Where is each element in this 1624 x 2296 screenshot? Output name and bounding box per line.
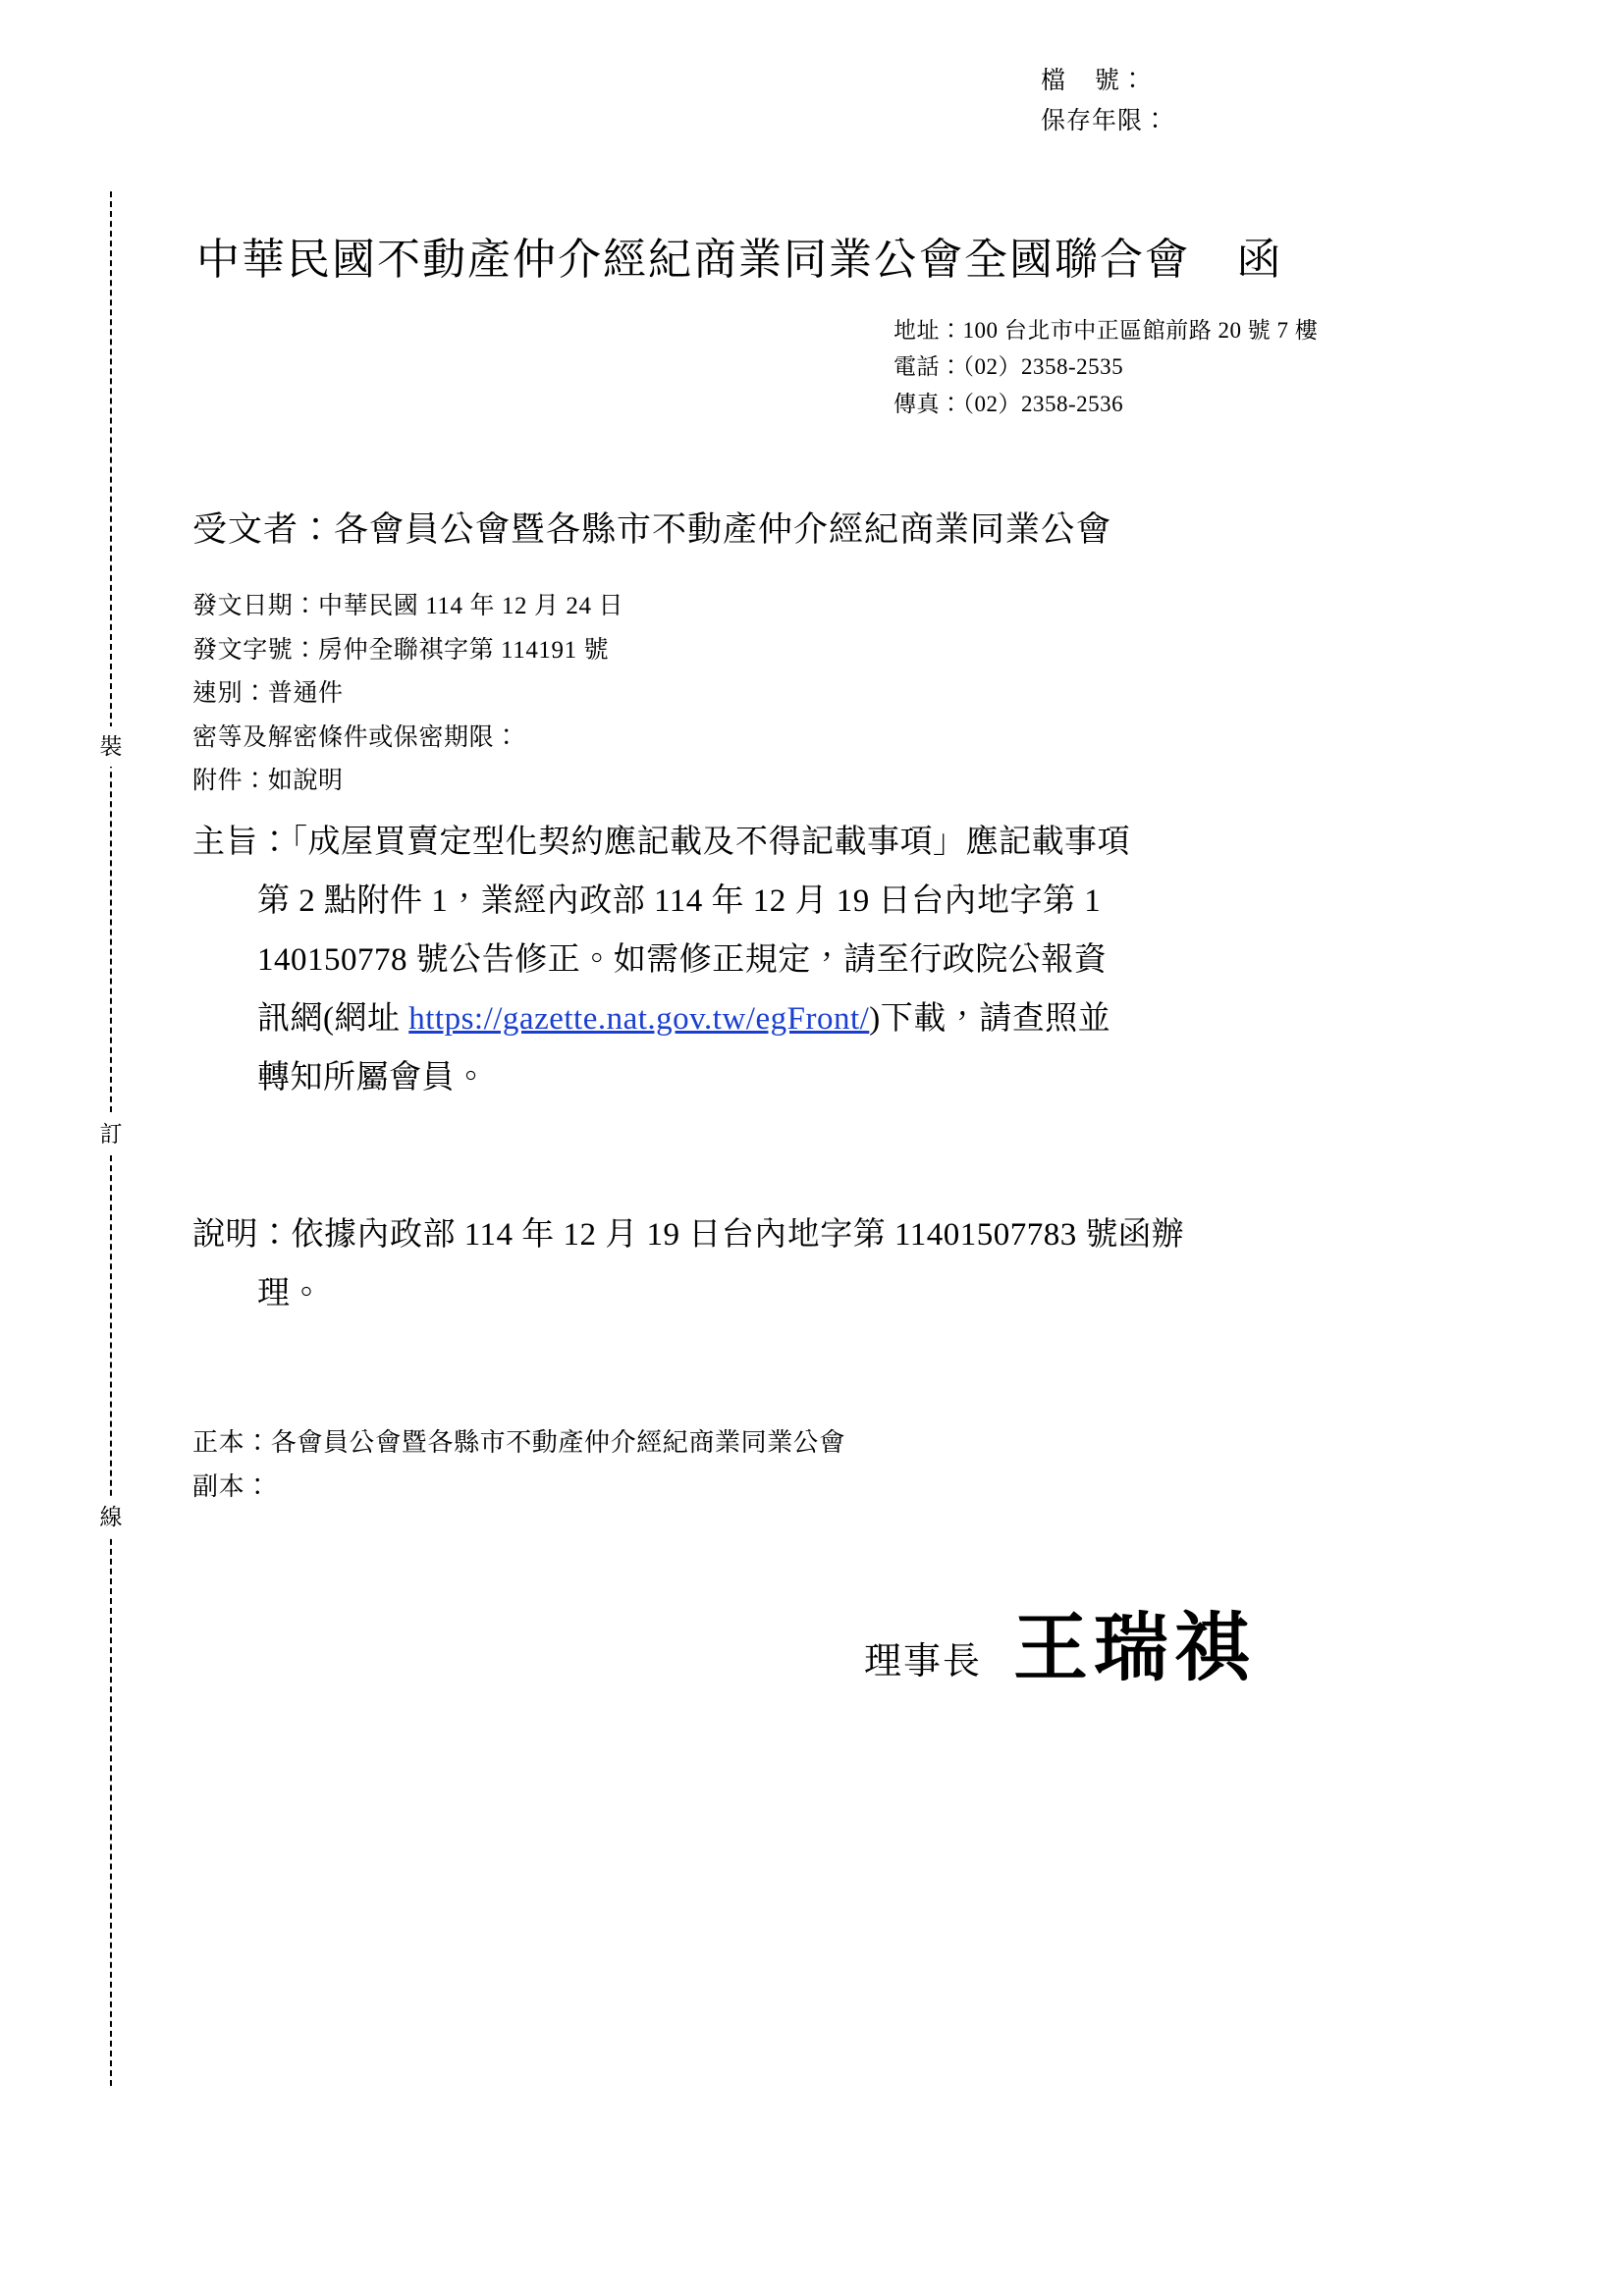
confidentiality: 密等及解密條件或保密期限：: [192, 723, 519, 751]
speed-category: 速別：普通件: [192, 680, 344, 707]
signature-block: [864, 1588, 1255, 1695]
contact-address: 地址：100 台北市中正區館前路 20 號 7 樓: [893, 318, 1319, 343]
subject-line-4-prefix: 訊網(網址: [257, 1001, 409, 1038]
organization-name: 中華民國不動產仲介經紀商業同業公會全國聯合會: [196, 236, 1190, 284]
subject-line-4-suffix: )下載，請查照並: [869, 1001, 1111, 1038]
subject-line-1: 主旨：「成屋買賣定型化契約應記載及不得記載事項」應記載事項: [192, 825, 1130, 860]
contact-phone: 電話：（02）2358-2535: [893, 354, 1124, 380]
archive-retention-period: 保存年限：: [1041, 108, 1169, 135]
signature-title: 理事長: [864, 1641, 983, 1682]
distribution-block: [192, 1421, 845, 1509]
page-title: [196, 224, 1434, 287]
fold-mark-ding: 訂: [94, 1114, 128, 1154]
subject-section: [192, 813, 1469, 1107]
document-kind: 函: [1237, 236, 1282, 284]
archive-block: [1041, 61, 1168, 142]
subject-line-2: 第 2 點附件 1，業經內政部 114 年 12 月 19 日台內地字第 1: [257, 883, 1102, 920]
distribution-copy: 副本：: [192, 1471, 271, 1501]
signature-name: 王瑞祺: [1013, 1604, 1256, 1691]
explanation-line-1: 說明：依據內政部 114 年 12 月 19 日台內地字第 11401507783 號函辦: [192, 1217, 1185, 1253]
fold-mark-zhuang: 裝: [94, 726, 128, 767]
issue-date: 發文日期：中華民國 114 年 12 月 24 日: [192, 593, 624, 619]
gazette-link[interactable]: https://gazette.nat.gov.tw/egFront/: [408, 1001, 870, 1038]
subject-line-3: 140150778 號公告修正。如需修正規定，請至行政院公報資: [257, 942, 1108, 979]
explanation-section: [192, 1205, 1469, 1323]
contact-fax: 傳真：（02）2358-2536: [893, 391, 1124, 416]
recipient-line: 受文者：各會員公會暨各縣市不動產仲介經紀商業同業公會: [192, 510, 1112, 549]
fold-mark-xian: 線: [94, 1497, 128, 1537]
distribution-original: 正本：各會員公會暨各縣市不動產仲介經紀商業同業公會: [192, 1428, 846, 1457]
document-meta: [192, 585, 623, 804]
archive-file-number: 檔 號：: [1041, 68, 1147, 94]
explanation-line-2: 理。: [257, 1276, 323, 1312]
subject-line-5: 轉知所屬會員。: [257, 1060, 488, 1096]
subject-line-4: [192, 989, 1469, 1048]
contact-block: [893, 312, 1318, 422]
attachment: 附件：如說明: [192, 768, 344, 794]
document-number: 發文字號：房仲全聯祺字第 114191 號: [192, 636, 610, 664]
